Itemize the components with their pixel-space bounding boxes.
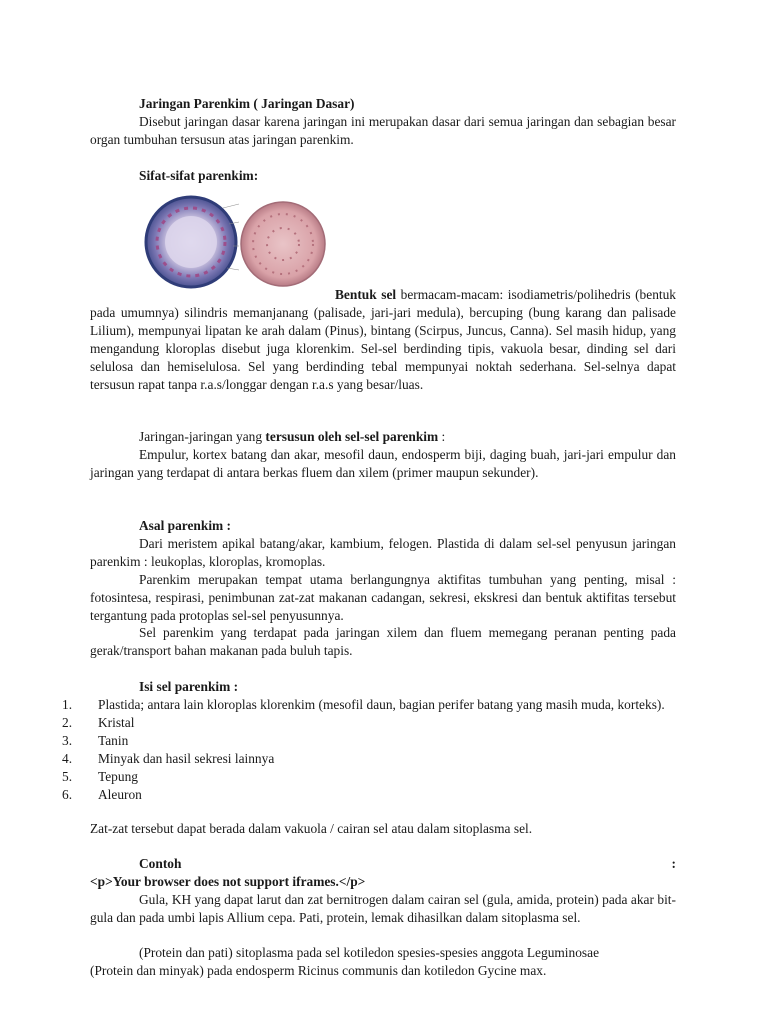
intro-paragraph: Disebut jaringan dasar karena jaringan ini merupakan dasar dari semua jaringan dan sebagian besar organ tumbuhan tersusun atas jaringan parenkim. xyxy=(90,114,676,147)
isi-list xyxy=(62,696,676,804)
list-item xyxy=(62,714,676,732)
list-item xyxy=(62,786,676,804)
list-text: Minyak dan hasil sekresi lainnya xyxy=(98,751,275,766)
contoh-colon: : xyxy=(671,856,676,871)
contoh-heading-row xyxy=(90,855,676,873)
list-item xyxy=(62,750,676,768)
list-item xyxy=(62,732,676,750)
asal-paragraph-2: Parenkim merupakan tempat utama berlangungnya aktifitas tumbuhan yang penting, misal : fotosintesa, respirasi, penimbunan zat-zat makanan cadangan, sekresi, ekskresi dan bentuk aktifitas tersebut tergantung pada protoplas sel-sel penyusunnya. xyxy=(90,572,676,623)
list-text: Tanin xyxy=(98,733,129,748)
tersusun-paragraph: Empulur, kortex batang dan akar, mesofil daun, endosperm biji, daging buah, jari-jari empulur dan jaringan yang terdapat di antara berkas fluem dan xilem (primer maupun sekunder). xyxy=(90,447,676,480)
tersusun-pre: Jaringan-jaringan yang xyxy=(139,429,266,444)
tersusun-heading xyxy=(90,428,676,446)
page-title: Jaringan Parenkim ( Jaringan Dasar) xyxy=(139,96,355,111)
bentuk-sel-term: Bentuk sel xyxy=(335,287,397,302)
sifat-heading: Sifat-sifat parenkim: xyxy=(139,168,259,183)
stem-section-left xyxy=(146,197,236,287)
list-number: 3. xyxy=(62,733,73,748)
list-item xyxy=(62,768,676,786)
isi-heading: Isi sel parenkim : xyxy=(139,679,239,694)
tersusun-post: : xyxy=(438,429,446,444)
list-number: 5. xyxy=(62,769,73,784)
tersusun-term: tersusun oleh sel-sel parenkim xyxy=(265,429,439,444)
contoh-paragraph-2a: (Protein dan pati) sitoplasma pada sel kotiledon spesies-spesies anggota Leguminosae xyxy=(139,945,600,960)
list-text: Plastida; antara lain kloroplas klorenkim (mesofil daun, bagian perifer batang yang masih muda, korteks). xyxy=(98,697,665,712)
list-text: Aleuron xyxy=(98,787,142,802)
list-number: 1. xyxy=(62,697,73,712)
isi-closing: Zat-zat tersebut dapat berada dalam vakuola / cairan sel atau dalam sitoplasma sel. xyxy=(90,821,533,836)
asal-paragraph-1: Dari meristem apikal batang/akar, kambium, felogen. Plastida di dalam sel-sel penyusun jaringan parenkim : leukoplas, kloroplas, kromoplas. xyxy=(90,536,676,569)
iframe-fallback-text: <p>Your browser does not support iframes.</p> xyxy=(90,874,366,889)
stem-section-right xyxy=(241,202,325,286)
list-text: Tepung xyxy=(98,769,138,784)
list-number: 6. xyxy=(62,787,73,802)
list-text: Kristal xyxy=(98,715,135,730)
contoh-label: Contoh xyxy=(139,856,182,871)
contoh-paragraph-2b: (Protein dan minyak) pada endosperm Ricinus communis dan kotiledon Gycine max. xyxy=(90,963,547,978)
contoh-paragraph-1: Gula, KH yang dapat larut dan zat bernitrogen dalam cairan sel (gula, amida, protein) pada akar bit-gula dan pada umbi lapis Allium cepa. Pati, protein, lemak dihasilkan dalam sitoplasma sel. xyxy=(90,892,676,925)
list-number: 2. xyxy=(62,715,73,730)
parenchyma-cross-section-figure xyxy=(143,194,333,300)
asal-heading: Asal parenkim : xyxy=(139,518,232,533)
bentuk-sel-text: bermacam-macam: isodiametris/polihedris (bentuk pada umumnya) silindris memanjanang (palisade, jari-jari medula), bercuping (bung karang dan palisade Lilium), mempunyai lipatan ke arah dalam (Pinus), bintang (Scirpus, Juncus, Canna). Sel masih hidup, yang mengandung kloroplas disebut juga klorenkim. Sel-sel berdinding tipis, vakuola besar, dinding sel dari selulosa dan hemiselulosa. Sel yang berdinding tebal mempunyai noktah sederhana. Sel-selnya dapat tersusun rapat tanpa r.a.s/longgar dengan r.a.s yang besar/luas. xyxy=(90,287,676,392)
list-number: 4. xyxy=(62,751,73,766)
list-item xyxy=(62,696,676,714)
asal-paragraph-3: Sel parenkim yang terdapat pada jaringan xilem dan fluem memegang peranan penting pada gerak/transport bahan makanan pada buluh tapis. xyxy=(90,625,676,658)
bentuk-sel-paragraph xyxy=(90,286,676,394)
